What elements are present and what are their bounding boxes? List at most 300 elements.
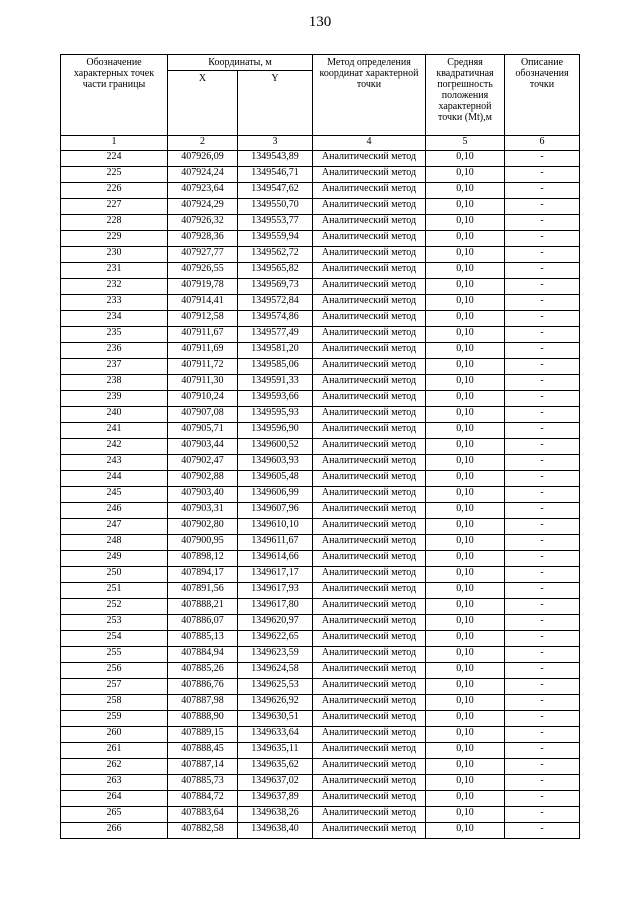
method-cell: Аналитический метод [313, 775, 426, 791]
table-row [61, 487, 580, 503]
point-id-cell: 224 [61, 151, 168, 167]
y-coordinate-cell: 1349591,33 [238, 375, 313, 391]
error-cell: 0,10 [426, 631, 505, 647]
point-id-cell: 260 [61, 727, 168, 743]
y-coordinate-cell: 1349611,67 [238, 535, 313, 551]
method-cell: Аналитический метод [313, 615, 426, 631]
method-cell: Аналитический метод [313, 695, 426, 711]
method-cell: Аналитический метод [313, 663, 426, 679]
description-cell: - [505, 503, 580, 519]
table-row [61, 183, 580, 199]
error-cell: 0,10 [426, 551, 505, 567]
y-coordinate-cell: 1349585,06 [238, 359, 313, 375]
description-cell: - [505, 279, 580, 295]
point-id-cell: 254 [61, 631, 168, 647]
error-cell: 0,10 [426, 567, 505, 583]
error-cell: 0,10 [426, 519, 505, 535]
error-cell: 0,10 [426, 791, 505, 807]
method-cell: Аналитический метод [313, 391, 426, 407]
point-id-cell: 253 [61, 615, 168, 631]
column-number: 3 [238, 136, 313, 151]
x-coordinate-cell: 407888,90 [168, 711, 238, 727]
method-cell: Аналитический метод [313, 471, 426, 487]
error-cell: 0,10 [426, 487, 505, 503]
x-coordinate-cell: 407912,58 [168, 311, 238, 327]
description-cell: - [505, 167, 580, 183]
method-cell: Аналитический метод [313, 167, 426, 183]
point-id-cell: 230 [61, 247, 168, 263]
description-cell: - [505, 407, 580, 423]
method-cell: Аналитический метод [313, 807, 426, 823]
point-id-cell: 235 [61, 327, 168, 343]
error-cell: 0,10 [426, 375, 505, 391]
method-cell: Аналитический метод [313, 647, 426, 663]
point-id-cell: 241 [61, 423, 168, 439]
description-cell: - [505, 439, 580, 455]
table-row [61, 503, 580, 519]
x-coordinate-cell: 407926,32 [168, 215, 238, 231]
method-cell: Аналитический метод [313, 439, 426, 455]
error-cell: 0,10 [426, 231, 505, 247]
description-cell: - [505, 311, 580, 327]
description-cell: - [505, 215, 580, 231]
table-row [61, 535, 580, 551]
error-cell: 0,10 [426, 679, 505, 695]
description-cell: - [505, 535, 580, 551]
header-description: Описание обозначения точки [505, 55, 580, 136]
error-cell: 0,10 [426, 183, 505, 199]
method-cell: Аналитический метод [313, 599, 426, 615]
method-cell: Аналитический метод [313, 551, 426, 567]
description-cell: - [505, 775, 580, 791]
x-coordinate-cell: 407902,47 [168, 455, 238, 471]
y-coordinate-cell: 1349596,90 [238, 423, 313, 439]
column-number: 4 [313, 136, 426, 151]
description-cell: - [505, 695, 580, 711]
method-cell: Аналитический метод [313, 503, 426, 519]
point-id-cell: 265 [61, 807, 168, 823]
page-number: 130 [308, 14, 332, 30]
x-coordinate-cell: 407911,69 [168, 343, 238, 359]
point-id-cell: 226 [61, 183, 168, 199]
description-cell: - [505, 487, 580, 503]
y-coordinate-cell: 1349638,40 [238, 823, 313, 839]
y-coordinate-cell: 1349617,17 [238, 567, 313, 583]
table-body [61, 151, 580, 839]
description-cell: - [505, 663, 580, 679]
point-id-cell: 262 [61, 759, 168, 775]
description-cell: - [505, 327, 580, 343]
point-id-cell: 248 [61, 535, 168, 551]
method-cell: Аналитический метод [313, 823, 426, 839]
table-row [61, 295, 580, 311]
method-cell: Аналитический метод [313, 247, 426, 263]
table-row [61, 455, 580, 471]
description-cell: - [505, 455, 580, 471]
x-coordinate-cell: 407928,36 [168, 231, 238, 247]
table-row [61, 615, 580, 631]
method-cell: Аналитический метод [313, 231, 426, 247]
y-coordinate-cell: 1349623,59 [238, 647, 313, 663]
y-coordinate-cell: 1349625,53 [238, 679, 313, 695]
y-coordinate-cell: 1349635,62 [238, 759, 313, 775]
x-coordinate-cell: 407910,24 [168, 391, 238, 407]
table-row [61, 583, 580, 599]
table-row [61, 247, 580, 263]
header-method: Метод определения координат характерной точки [313, 55, 426, 136]
x-coordinate-cell: 407888,21 [168, 599, 238, 615]
point-id-cell: 259 [61, 711, 168, 727]
x-coordinate-cell: 407885,73 [168, 775, 238, 791]
method-cell: Аналитический метод [313, 215, 426, 231]
description-cell: - [505, 231, 580, 247]
description-cell: - [505, 151, 580, 167]
point-id-cell: 255 [61, 647, 168, 663]
table-row [61, 663, 580, 679]
description-cell: - [505, 823, 580, 839]
method-cell: Аналитический метод [313, 535, 426, 551]
x-coordinate-cell: 407884,94 [168, 647, 238, 663]
error-cell: 0,10 [426, 807, 505, 823]
method-cell: Аналитический метод [313, 455, 426, 471]
x-coordinate-cell: 407903,31 [168, 503, 238, 519]
point-id-cell: 233 [61, 295, 168, 311]
point-id-cell: 237 [61, 359, 168, 375]
error-cell: 0,10 [426, 167, 505, 183]
y-coordinate-cell: 1349624,58 [238, 663, 313, 679]
method-cell: Аналитический метод [313, 183, 426, 199]
description-cell: - [505, 583, 580, 599]
x-coordinate-cell: 407914,41 [168, 295, 238, 311]
table-row [61, 311, 580, 327]
method-cell: Аналитический метод [313, 423, 426, 439]
table-row [61, 711, 580, 727]
x-coordinate-cell: 407885,13 [168, 631, 238, 647]
y-coordinate-cell: 1349607,96 [238, 503, 313, 519]
x-coordinate-cell: 407882,58 [168, 823, 238, 839]
point-id-cell: 240 [61, 407, 168, 423]
y-coordinate-cell: 1349572,84 [238, 295, 313, 311]
error-cell: 0,10 [426, 151, 505, 167]
x-coordinate-cell: 407924,29 [168, 199, 238, 215]
error-cell: 0,10 [426, 759, 505, 775]
method-cell: Аналитический метод [313, 407, 426, 423]
description-cell: - [505, 599, 580, 615]
error-cell: 0,10 [426, 247, 505, 263]
method-cell: Аналитический метод [313, 151, 426, 167]
y-coordinate-cell: 1349638,26 [238, 807, 313, 823]
table-row [61, 759, 580, 775]
y-coordinate-cell: 1349620,97 [238, 615, 313, 631]
point-id-cell: 266 [61, 823, 168, 839]
x-coordinate-cell: 407927,77 [168, 247, 238, 263]
error-cell: 0,10 [426, 823, 505, 839]
table-row [61, 423, 580, 439]
method-cell: Аналитический метод [313, 727, 426, 743]
point-id-cell: 258 [61, 695, 168, 711]
table-row [61, 199, 580, 215]
x-coordinate-cell: 407889,15 [168, 727, 238, 743]
point-id-cell: 250 [61, 567, 168, 583]
table-row [61, 439, 580, 455]
x-coordinate-cell: 407926,09 [168, 151, 238, 167]
error-cell: 0,10 [426, 311, 505, 327]
y-coordinate-cell: 1349569,73 [238, 279, 313, 295]
header-coordinates: Координаты, м [168, 55, 313, 71]
x-coordinate-cell: 407903,40 [168, 487, 238, 503]
y-coordinate-cell: 1349565,82 [238, 263, 313, 279]
description-cell: - [505, 247, 580, 263]
method-cell: Аналитический метод [313, 567, 426, 583]
description-cell: - [505, 199, 580, 215]
point-id-cell: 264 [61, 791, 168, 807]
error-cell: 0,10 [426, 503, 505, 519]
point-id-cell: 249 [61, 551, 168, 567]
table-row [61, 263, 580, 279]
method-cell: Аналитический метод [313, 199, 426, 215]
method-cell: Аналитический метод [313, 631, 426, 647]
error-cell: 0,10 [426, 663, 505, 679]
point-id-cell: 229 [61, 231, 168, 247]
header-error: Средняя квадратичная погрешность положения характерной точки (Mt),м [426, 55, 505, 136]
point-id-cell: 242 [61, 439, 168, 455]
header-y: Y [238, 71, 313, 136]
point-id-cell: 228 [61, 215, 168, 231]
table-row [61, 567, 580, 583]
y-coordinate-cell: 1349617,80 [238, 599, 313, 615]
error-cell: 0,10 [426, 407, 505, 423]
description-cell: - [505, 183, 580, 199]
description-cell: - [505, 647, 580, 663]
error-cell: 0,10 [426, 423, 505, 439]
table-row [61, 551, 580, 567]
description-cell: - [505, 551, 580, 567]
x-coordinate-cell: 407924,24 [168, 167, 238, 183]
method-cell: Аналитический метод [313, 791, 426, 807]
x-coordinate-cell: 407894,17 [168, 567, 238, 583]
point-id-cell: 225 [61, 167, 168, 183]
method-cell: Аналитический метод [313, 679, 426, 695]
description-cell: - [505, 711, 580, 727]
table-row [61, 775, 580, 791]
table-row [61, 279, 580, 295]
description-cell: - [505, 391, 580, 407]
y-coordinate-cell: 1349637,02 [238, 775, 313, 791]
error-cell: 0,10 [426, 295, 505, 311]
x-coordinate-cell: 407883,64 [168, 807, 238, 823]
description-cell: - [505, 359, 580, 375]
error-cell: 0,10 [426, 775, 505, 791]
point-id-cell: 261 [61, 743, 168, 759]
table-row [61, 695, 580, 711]
point-id-cell: 251 [61, 583, 168, 599]
column-number: 1 [61, 136, 168, 151]
table-row [61, 359, 580, 375]
x-coordinate-cell: 407884,72 [168, 791, 238, 807]
x-coordinate-cell: 407886,76 [168, 679, 238, 695]
y-coordinate-cell: 1349630,51 [238, 711, 313, 727]
description-cell: - [505, 615, 580, 631]
y-coordinate-cell: 1349550,70 [238, 199, 313, 215]
point-id-cell: 247 [61, 519, 168, 535]
method-cell: Аналитический метод [313, 583, 426, 599]
point-id-cell: 236 [61, 343, 168, 359]
x-coordinate-cell: 407926,55 [168, 263, 238, 279]
point-id-cell: 256 [61, 663, 168, 679]
y-coordinate-cell: 1349606,99 [238, 487, 313, 503]
x-coordinate-cell: 407907,08 [168, 407, 238, 423]
error-cell: 0,10 [426, 615, 505, 631]
error-cell: 0,10 [426, 711, 505, 727]
description-cell: - [505, 343, 580, 359]
method-cell: Аналитический метод [313, 295, 426, 311]
table-row [61, 519, 580, 535]
point-id-cell: 227 [61, 199, 168, 215]
x-coordinate-cell: 407911,30 [168, 375, 238, 391]
point-id-cell: 238 [61, 375, 168, 391]
point-id-cell: 252 [61, 599, 168, 615]
y-coordinate-cell: 1349562,72 [238, 247, 313, 263]
point-id-cell: 244 [61, 471, 168, 487]
y-coordinate-cell: 1349617,93 [238, 583, 313, 599]
x-coordinate-cell: 407898,12 [168, 551, 238, 567]
method-cell: Аналитический метод [313, 343, 426, 359]
table-row [61, 407, 580, 423]
table-row [61, 823, 580, 839]
table-row [61, 807, 580, 823]
column-number: 6 [505, 136, 580, 151]
error-cell: 0,10 [426, 215, 505, 231]
table-row [61, 471, 580, 487]
y-coordinate-cell: 1349577,49 [238, 327, 313, 343]
error-cell: 0,10 [426, 695, 505, 711]
description-cell: - [505, 791, 580, 807]
y-coordinate-cell: 1349637,89 [238, 791, 313, 807]
error-cell: 0,10 [426, 279, 505, 295]
y-coordinate-cell: 1349581,20 [238, 343, 313, 359]
column-number-row [61, 136, 580, 151]
y-coordinate-cell: 1349626,92 [238, 695, 313, 711]
method-cell: Аналитический метод [313, 263, 426, 279]
column-number: 5 [426, 136, 505, 151]
error-cell: 0,10 [426, 343, 505, 359]
description-cell: - [505, 519, 580, 535]
x-coordinate-cell: 407919,78 [168, 279, 238, 295]
x-coordinate-cell: 407887,98 [168, 695, 238, 711]
method-cell: Аналитический метод [313, 359, 426, 375]
y-coordinate-cell: 1349614,66 [238, 551, 313, 567]
error-cell: 0,10 [426, 583, 505, 599]
table-row [61, 391, 580, 407]
error-cell: 0,10 [426, 727, 505, 743]
description-cell: - [505, 295, 580, 311]
x-coordinate-cell: 407885,26 [168, 663, 238, 679]
point-id-cell: 231 [61, 263, 168, 279]
y-coordinate-cell: 1349553,77 [238, 215, 313, 231]
x-coordinate-cell: 407887,14 [168, 759, 238, 775]
error-cell: 0,10 [426, 535, 505, 551]
x-coordinate-cell: 407888,45 [168, 743, 238, 759]
table-row [61, 631, 580, 647]
description-cell: - [505, 631, 580, 647]
description-cell: - [505, 471, 580, 487]
method-cell: Аналитический метод [313, 487, 426, 503]
y-coordinate-cell: 1349600,52 [238, 439, 313, 455]
header-x: X [168, 71, 238, 136]
description-cell: - [505, 807, 580, 823]
point-id-cell: 257 [61, 679, 168, 695]
x-coordinate-cell: 407900,95 [168, 535, 238, 551]
description-cell: - [505, 679, 580, 695]
method-cell: Аналитический метод [313, 711, 426, 727]
error-cell: 0,10 [426, 599, 505, 615]
method-cell: Аналитический метод [313, 759, 426, 775]
y-coordinate-cell: 1349559,94 [238, 231, 313, 247]
error-cell: 0,10 [426, 455, 505, 471]
point-id-cell: 246 [61, 503, 168, 519]
y-coordinate-cell: 1349546,71 [238, 167, 313, 183]
point-id-cell: 263 [61, 775, 168, 791]
description-cell: - [505, 743, 580, 759]
y-coordinate-cell: 1349605,48 [238, 471, 313, 487]
point-id-cell: 232 [61, 279, 168, 295]
x-coordinate-cell: 407886,07 [168, 615, 238, 631]
table-row [61, 599, 580, 615]
x-coordinate-cell: 407923,64 [168, 183, 238, 199]
point-id-cell: 245 [61, 487, 168, 503]
description-cell: - [505, 567, 580, 583]
table-row [61, 743, 580, 759]
table-row [61, 215, 580, 231]
error-cell: 0,10 [426, 327, 505, 343]
description-cell: - [505, 263, 580, 279]
error-cell: 0,10 [426, 263, 505, 279]
error-cell: 0,10 [426, 471, 505, 487]
x-coordinate-cell: 407902,88 [168, 471, 238, 487]
table-row [61, 647, 580, 663]
x-coordinate-cell: 407905,71 [168, 423, 238, 439]
y-coordinate-cell: 1349595,93 [238, 407, 313, 423]
coordinates-table [60, 54, 580, 839]
y-coordinate-cell: 1349622,65 [238, 631, 313, 647]
y-coordinate-cell: 1349635,11 [238, 743, 313, 759]
x-coordinate-cell: 407902,80 [168, 519, 238, 535]
error-cell: 0,10 [426, 391, 505, 407]
method-cell: Аналитический метод [313, 279, 426, 295]
table-row [61, 167, 580, 183]
table-header [61, 55, 580, 151]
table-row [61, 231, 580, 247]
y-coordinate-cell: 1349603,93 [238, 455, 313, 471]
description-cell: - [505, 727, 580, 743]
table-row [61, 375, 580, 391]
table-row [61, 151, 580, 167]
x-coordinate-cell: 407911,67 [168, 327, 238, 343]
method-cell: Аналитический метод [313, 519, 426, 535]
x-coordinate-cell: 407911,72 [168, 359, 238, 375]
method-cell: Аналитический метод [313, 327, 426, 343]
error-cell: 0,10 [426, 647, 505, 663]
y-coordinate-cell: 1349547,62 [238, 183, 313, 199]
y-coordinate-cell: 1349610,10 [238, 519, 313, 535]
table-row [61, 791, 580, 807]
y-coordinate-cell: 1349593,66 [238, 391, 313, 407]
table-row [61, 679, 580, 695]
point-id-cell: 243 [61, 455, 168, 471]
method-cell: Аналитический метод [313, 375, 426, 391]
method-cell: Аналитический метод [313, 743, 426, 759]
column-number: 2 [168, 136, 238, 151]
